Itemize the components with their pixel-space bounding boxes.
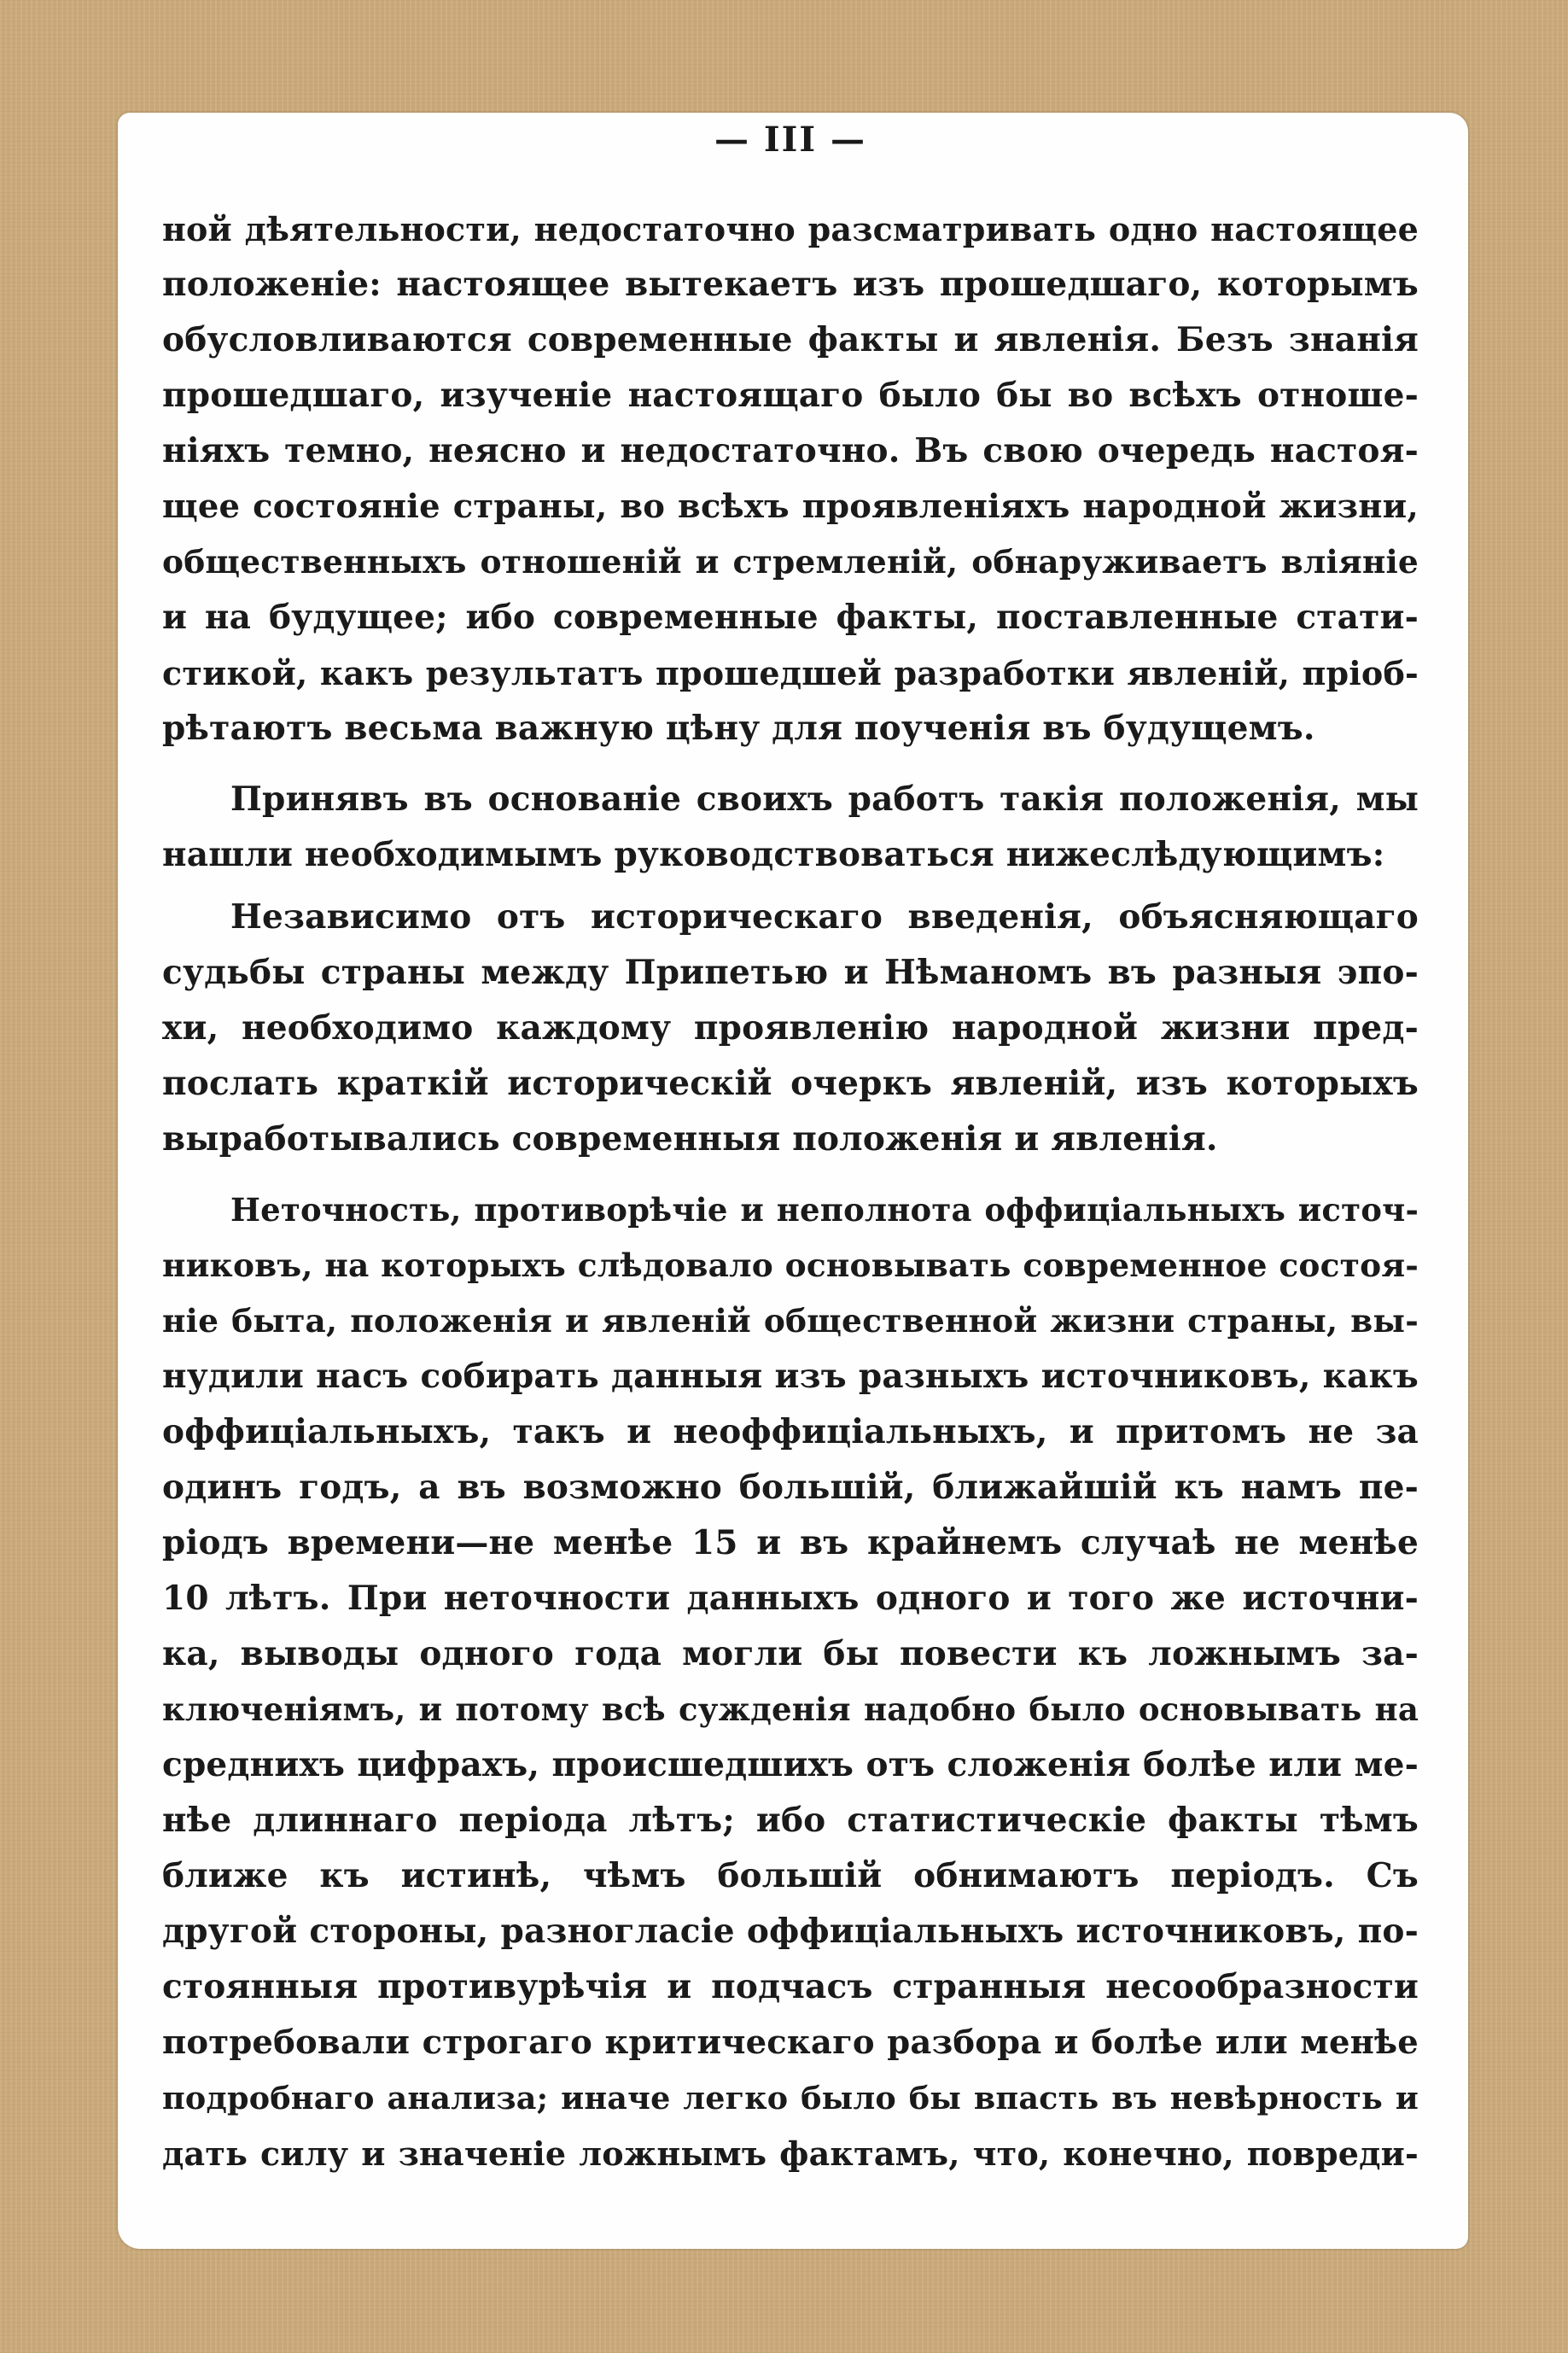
text-line: стикой, какъ результатъ прошедшей разработки явленій, пріоб- <box>162 654 1419 692</box>
text-line: послать краткій историческій очеркъ явленій, изъ которыхъ <box>162 1064 1419 1103</box>
text-line: Принявъ въ основаніе своихъ работъ такія положенія, мы <box>230 779 1419 819</box>
text-line: потребовали строгаго критическаго разбора и болѣе или менѣе <box>162 2023 1419 2062</box>
text-line: ключеніямъ, и потому всѣ сужденія надобно было основывать на <box>162 1690 1419 1728</box>
text-line: ніе быта, положенія и явленій общественной жизни страны, вы- <box>162 1302 1419 1340</box>
text-line: среднихъ цифрахъ, происшедшихъ отъ сложенія болѣе или ме- <box>162 1745 1419 1784</box>
paragraph-4 <box>162 1182 1419 2181</box>
text-line: одинъ годъ, а въ возможно большій, ближайшій къ намъ пе- <box>162 1468 1419 1507</box>
text-line: нашли необходимымъ руководствоваться нижеслѣдующимъ: <box>162 835 1385 874</box>
text-line: обусловливаются современные факты и явленія. Безъ знанія <box>162 320 1419 359</box>
text-line: прошедшаго, изученіе настоящаго было бы во всѣхъ отноше- <box>162 376 1419 415</box>
book-page <box>118 113 1468 2249</box>
page-number-header: — III — <box>714 120 866 160</box>
text-line: выработывались современныя положенія и явленія. <box>162 1119 1218 1159</box>
text-line: Неточность, противорѣчіе и неполнота оффиціальныхъ источ- <box>230 1191 1419 1229</box>
text-line: положеніе: настоящее вытекаетъ изъ прошедшаго, которымъ <box>162 265 1419 304</box>
text-line: судьбы страны между Припетью и Нѣманомъ въ разныя эпо- <box>162 953 1419 992</box>
text-line: щее состояніе страны, во всѣхъ проявленіяхъ народной жизни, <box>162 488 1419 526</box>
text-line: ной дѣятельности, недостаточно разсматривать одно настоящее <box>162 210 1419 248</box>
text-line: Независимо отъ историческаго введенія, объясняющаго <box>230 897 1419 937</box>
text-line: никовъ, на которыхъ слѣдовало основывать современное состоя- <box>162 1247 1419 1284</box>
paragraph-1 <box>162 201 1419 756</box>
paragraph-gap <box>162 756 1419 772</box>
text-line: 10 лѣтъ. При неточности данныхъ одного и того же источни- <box>162 1579 1419 1618</box>
text-line: нудили насъ собирать данныя изъ разныхъ источниковъ, какъ <box>162 1357 1419 1396</box>
text-line: хи, необходимо каждому проявленію народной жизни пред- <box>162 1008 1419 1048</box>
text-line: общественныхъ отношеній и стремленій, обнаруживаетъ вліяніе <box>162 543 1419 581</box>
text-line: другой стороны, разногласіе оффиціальныхъ источниковъ, по- <box>162 1912 1419 1951</box>
text-line: ка, выводы одного года могли бы повести къ ложнымъ за- <box>162 1634 1419 1673</box>
paragraph-3 <box>162 890 1419 1167</box>
text-line: нѣе длиннаго періода лѣтъ; ибо статистическіе факты тѣмъ <box>162 1801 1419 1840</box>
paragraph-gap <box>162 883 1419 890</box>
paragraph-2 <box>162 772 1419 883</box>
text-line: ріодъ времени—не менѣе 15 и въ крайнемъ случаѣ не менѣе <box>162 1523 1419 1562</box>
text-line: и на будущее; ибо современные факты, поставленные стати- <box>162 598 1419 637</box>
text-line: ніяхъ темно, неясно и недостаточно. Въ свою очередь настоя- <box>162 431 1419 470</box>
text-line: ближе къ истинѣ, чѣмъ большій обнимаютъ періодъ. Съ <box>162 1856 1419 1895</box>
text-line: подробнаго анализа; иначе легко было бы впасть въ невѣрность и <box>162 2080 1419 2117</box>
text-line: стоянныя противурѣчія и подчасъ странныя несообразности <box>162 1967 1419 2006</box>
text-line: оффиціальныхъ, такъ и неоффиціальныхъ, и притомъ не за <box>162 1412 1419 1451</box>
text-line: рѣтаютъ весьма важную цѣну для поученія въ будущемъ. <box>162 709 1315 748</box>
text-line: дать силу и значеніе ложнымъ фактамъ, что, конечно, повреди- <box>162 2134 1419 2173</box>
paragraph-gap <box>162 1167 1419 1182</box>
